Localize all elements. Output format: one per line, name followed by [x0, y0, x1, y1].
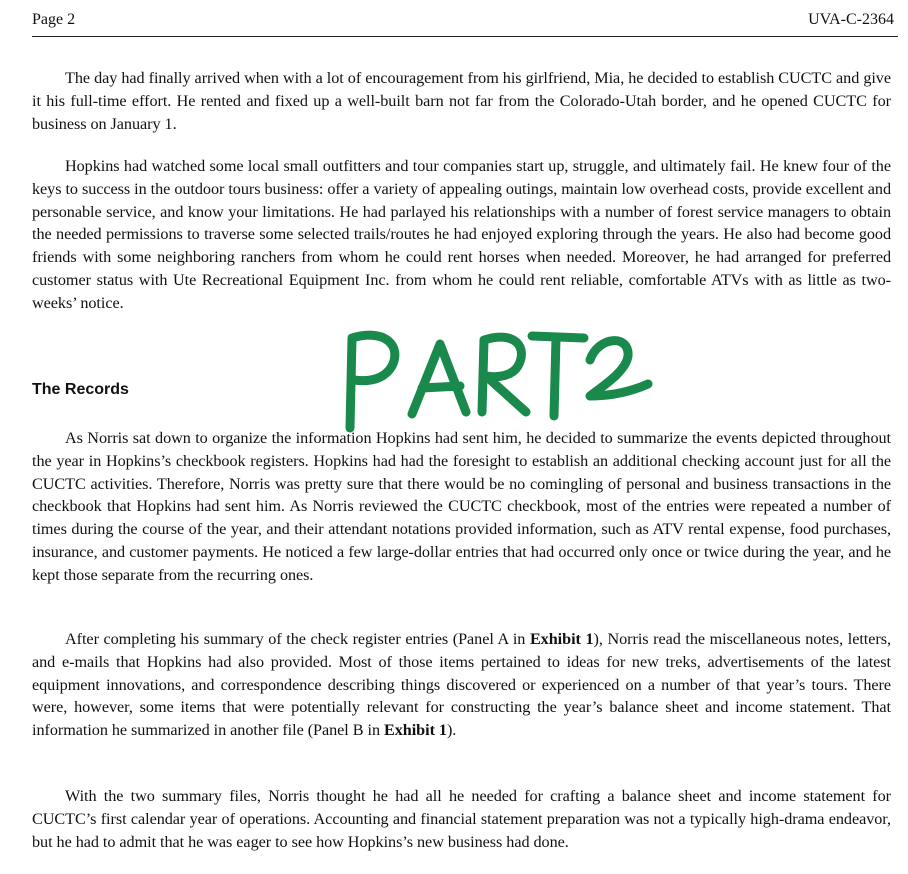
- paragraph-panel-summary: After completing his summary of the check register entries (Panel A in Exhibit 1), Norris read the miscellaneous notes, letters, and e-mails that Hopkins had also provided. Most of those items pertained to ideas for new treks, advertisements of the latest equipment innovations, and correspondence describing things discovered or experienced on a number of that year’s tours. There were, however, some items that were potentially relevant for constructing the year’s balance sheet and income statement. That information he summarized in another file (Panel B in Exhibit 1).: [32, 630, 891, 740]
- paragraph-conclusion: With the two summary files, Norris thought he had all he needed for crafting a balance sheet and income statement for CUCTC’s first calendar year of operations. Accounting and financial statement preparation was not a typically high-drama endeavor, but he had to admit that he was eager to see how Hopkins’s new business had done.: [32, 787, 891, 851]
- handwritten-annotation: [330, 316, 650, 436]
- case-id: UVA-C-2364: [808, 11, 894, 28]
- hand-letter-t: [532, 336, 584, 416]
- section-heading: The Records: [32, 381, 129, 398]
- page-header: [32, 10, 894, 30]
- page-number: Page 2: [32, 11, 76, 28]
- hand-letter-a: [412, 344, 466, 414]
- hand-letter-r: [482, 337, 526, 412]
- paragraph-keys-to-success: Hopkins had watched some local small outfitters and tour companies start up, struggle, and ultimately fail. He knew four of the keys to success in the outdoor tours business: offer a variety of appealing outings, maintain low overhead costs, provide excellent and personable service, and know your limitations. He had parlayed his relationships with a number of forest service managers to obtain the needed permissions to traverse some selected trails/routes he had enjoyed exploring through the years. He also had become good friends with some neighboring ranchers from whom he could rent horses when needed. Moreover, he had arranged for preferred customer status with Ute Recreational Equipment Inc. from whom he could rent reliable, comfortable ATVs with as little as two-weeks’ notice.: [32, 157, 891, 312]
- exhibit-reference: Exhibit 1: [529, 630, 594, 648]
- hand-digit-2: [590, 341, 648, 396]
- hand-letter-p: [350, 335, 395, 428]
- exhibit-reference: Exhibit 1: [383, 721, 447, 740]
- header-rule: [32, 36, 898, 37]
- paragraph-intro: The day had finally arrived when with a lot of encouragement from his girlfriend, Mia, he decided to establish CUCTC and give it his full-time effort. He rented and fixed up a well-built barn not far from the Colorado-Utah border, and he opened CUCTC for business on January 1.: [32, 69, 891, 133]
- paragraph-checkbook-review: As Norris sat down to organize the information Hopkins had sent him, he decided to summarize the events depicted throughout the year in Hopkins’s checkbook registers. Hopkins had had the foresight to establish an additional checking account just for all the CUCTC activities. Therefore, Norris was pretty sure that there would be no comingling of personal and business transactions in the checkbook that Hopkins had sent him. As Norris reviewed the CUCTC checkbook, most of the entries were repeated a number of times during the course of the year, and their attendant notations provided information, such as ATV rental expense, food purchases, insurance, and customer payments. He noticed a few large-dollar entries that had occurred only once or twice during the year, and he kept those separate from the recurring ones.: [32, 429, 891, 584]
